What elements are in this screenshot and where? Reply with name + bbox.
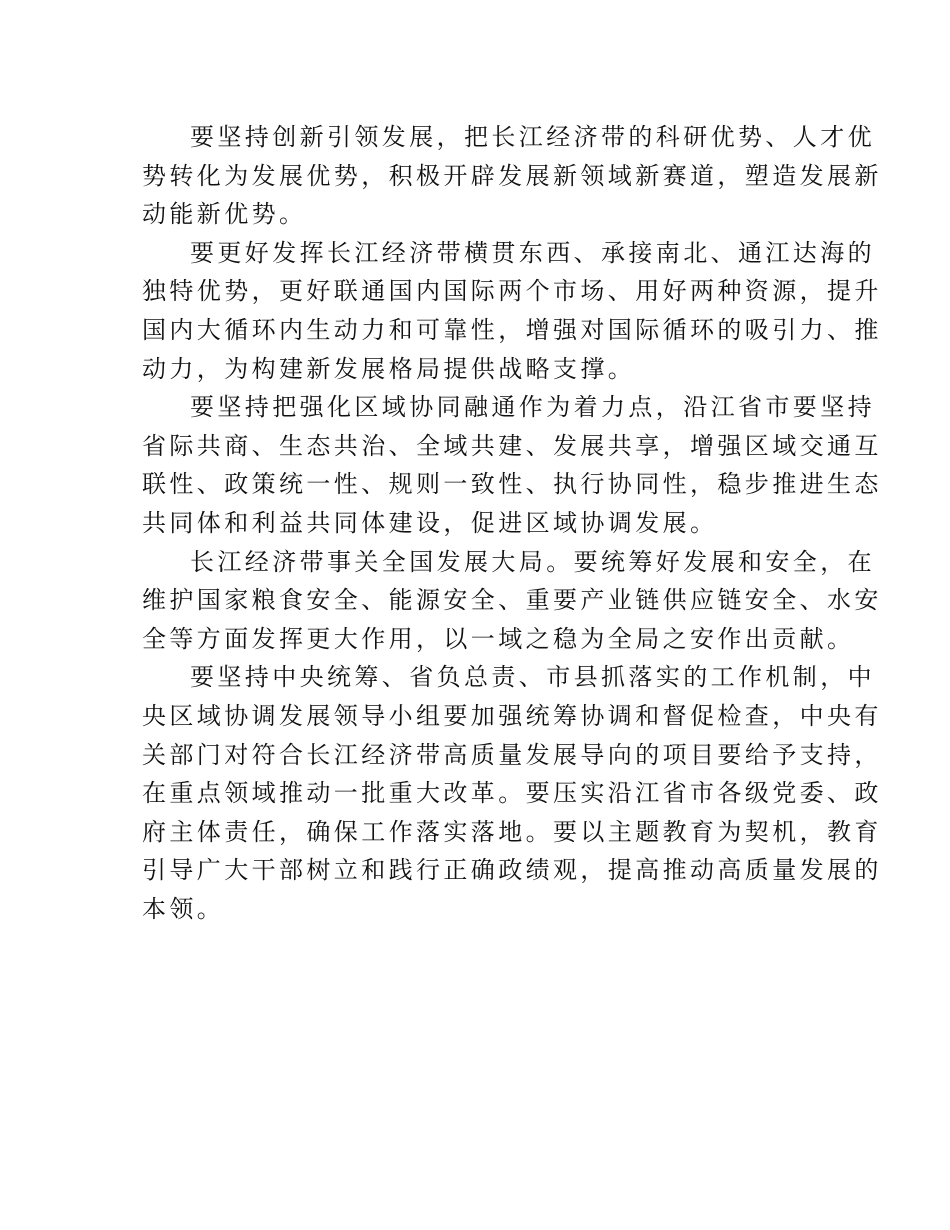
- paragraph-line: 联性、政策统一性、规则一致性、执行协同性，稳步推进生态: [142, 470, 882, 499]
- paragraph-line: 动能新优势。: [142, 200, 307, 229]
- paragraph-line: 央区域协调发展领导小组要加强统筹协调和督促检查，中央有: [142, 701, 882, 730]
- paragraph-line: 引导广大干部树立和践行正确政绩观，提高推动高质量发展的: [142, 856, 882, 885]
- paragraph-innovation: [142, 118, 882, 234]
- paragraph-advantage: [142, 234, 882, 388]
- paragraph-line: 关部门对符合长江经济带高质量发展导向的项目要给予支持，: [142, 740, 882, 769]
- paragraph-line: 长江经济带事关全国发展大局。要统筹好发展和安全，在: [190, 547, 875, 576]
- paragraph-line: 本领。: [142, 894, 225, 923]
- paragraph-line: 独特优势，更好联通国内国际两个市场、用好两种资源，提升: [142, 277, 882, 306]
- paragraph-line: 共同体和利益共同体建设，促进区域协调发展。: [142, 508, 718, 537]
- paragraph-line: 要坚持中央统筹、省负总责、市县抓落实的工作机制，中: [190, 663, 875, 692]
- paragraph-line: 全等方面发挥更大作用，以一域之稳为全局之安作出贡献。: [142, 624, 855, 653]
- paragraph-line: 要坚持把强化区域协同融通作为着力点，沿江省市要坚持: [190, 393, 875, 422]
- paragraph-line: 省际共商、生态共治、全域共建、发展共享，增强区域交通互: [142, 431, 882, 460]
- paragraph-line: 国内大循环内生动力和可靠性，增强对国际循环的吸引力、推: [142, 315, 882, 344]
- paragraph-line: 要更好发挥长江经济带横贯东西、承接南北、通江达海的: [190, 238, 875, 267]
- paragraph-line: 势转化为发展优势，积极开辟发展新领域新赛道，塑造发展新: [142, 161, 882, 190]
- document-body: [142, 118, 882, 928]
- paragraph-line: 在重点领域推动一批重大改革。要压实沿江省市各级党委、政: [142, 779, 882, 808]
- paragraph-line: 府主体责任，确保工作落实落地。要以主题教育为契机，教育: [142, 817, 882, 846]
- paragraph-line: 动力，为构建新发展格局提供战略支撑。: [142, 354, 636, 383]
- paragraph-line: 维护国家粮食安全、能源安全、重要产业链供应链安全、水安: [142, 586, 882, 615]
- paragraph-coordination: [142, 388, 882, 542]
- paragraph-mechanism: [142, 658, 882, 928]
- paragraph-line: 要坚持创新引领发展，把长江经济带的科研优势、人才优: [190, 123, 875, 151]
- paragraph-security: [142, 543, 882, 659]
